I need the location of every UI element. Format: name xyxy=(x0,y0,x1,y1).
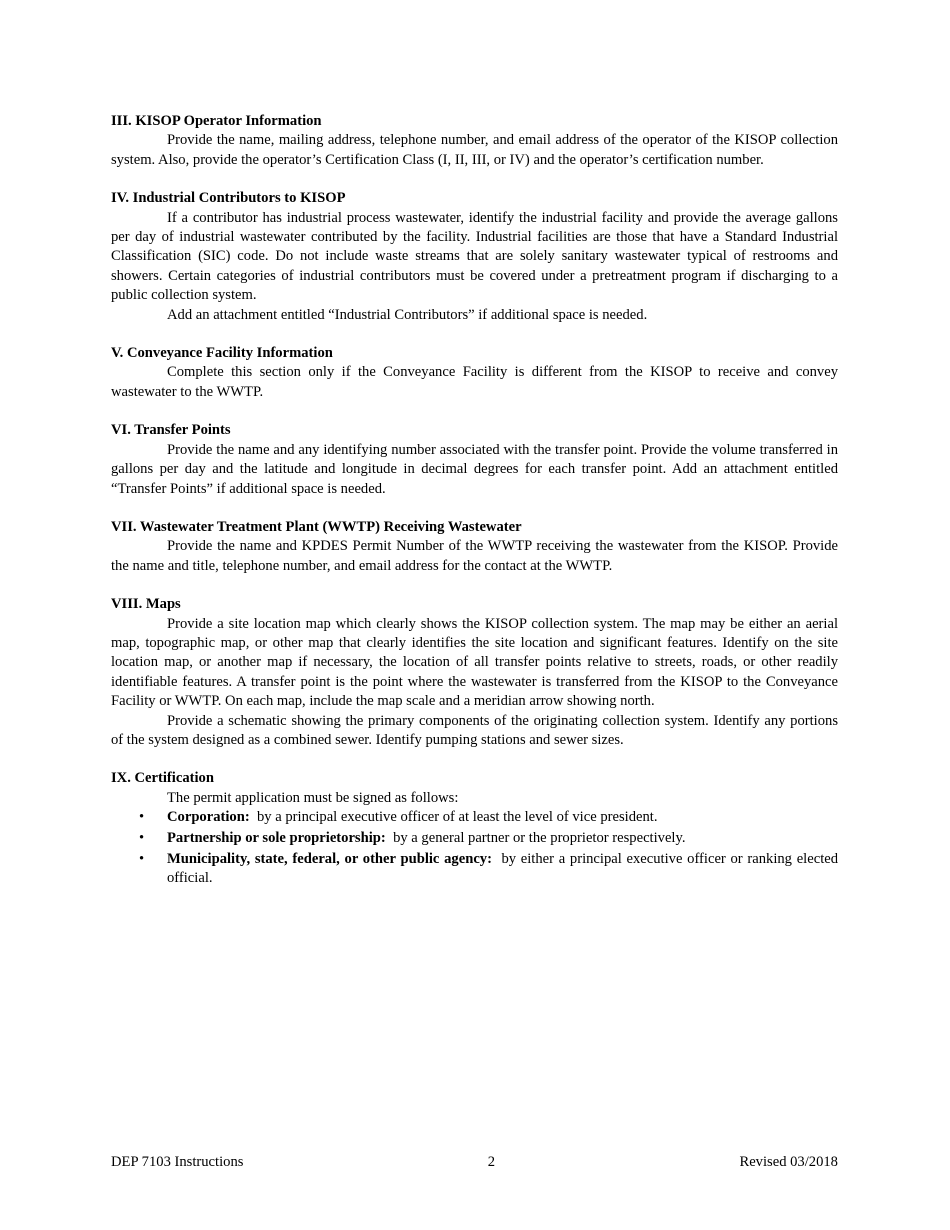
signatory-text: by either a principal executive officer or ranking elected official. xyxy=(167,851,839,887)
section-heading: VII. Wastewater Treatment Plant (WWTP) Receiving Wastewater xyxy=(111,518,522,535)
signatory-text: by a principal executive officer of at least the level of vice president. xyxy=(257,809,658,826)
signatory-label: Municipality, state, federal, or other public agency: xyxy=(167,851,492,867)
section-heading: III. KISOP Operator Information xyxy=(111,113,322,129)
section-wwtp-receiving xyxy=(111,518,838,576)
bullet-icon: • xyxy=(139,851,145,867)
section-paragraph: If a contributor has industrial process wastewater, identify the industrial facility and provide the average gallons per day of industrial wastewater contributed by the facility. Industrial facilities are those that have a Standard Industrial Classification (SIC) code. Do not include waste streams that are solely sanitary wastewater typical of restrooms and showers. Certain categories of industrial contributors must be covered under a pretreatment program if discharging to a public collection system. xyxy=(111,209,838,304)
footer-page-number: 2 xyxy=(487,1154,496,1170)
section-industrial-contributors xyxy=(111,189,838,325)
bullet-icon: • xyxy=(139,809,145,826)
signatory-text: by a general partner or the proprietor respectively. xyxy=(393,830,686,847)
section-paragraph: Provide the name and KPDES Permit Number of the WWTP receiving the wastewater from the KISOP. Provide the name and title, telephone number, and email address for the contact at the WWTP. xyxy=(111,538,838,574)
signatory-list xyxy=(111,808,838,889)
section-certification xyxy=(111,769,838,888)
signatory-label: Corporation: xyxy=(167,809,250,826)
page-body xyxy=(111,112,838,908)
section-paragraph: Add an attachment entitled “Industrial Contributors” if additional space is needed. xyxy=(167,306,648,323)
footer-revision: Revised 03/2018 xyxy=(739,1154,838,1170)
footer-form-name: DEP 7103 Instructions xyxy=(111,1154,244,1170)
bullet-icon: • xyxy=(139,830,145,847)
page-footer xyxy=(111,1153,838,1172)
signatory-label: Partnership or sole proprietorship: xyxy=(167,830,386,847)
section-heading: IV. Industrial Contributors to KISOP xyxy=(111,190,346,207)
section-paragraph: Provide a site location map which clearly shows the KISOP collection system. The map may be either an aerial map, topographic map, or other map that clearly identifies the site location and significant features. Identify on the site location map, or another map if necessary, the location of all transfer points relative to streets, roads, or other readily identifiable features. A transfer point is the point where the wastewater is transferred from the KISOP to the Conveyance Facility or WWTP. On each map, include the map scale and a meridian arrow showing north. xyxy=(111,615,838,710)
section-paragraph: Complete this section only if the Conveyance Facility is different from the KISOP to receive and convey wastewater to the WWTP. xyxy=(111,364,838,400)
section-conveyance-facility xyxy=(111,344,838,402)
section-maps xyxy=(111,595,838,750)
section-paragraph: Provide the name and any identifying number associated with the transfer point. Provide the volume transferred in gallons per day and the latitude and longitude in decimal degrees for each transfer point. Add an attachment entitled “Transfer Points” if additional space is needed. xyxy=(111,441,838,497)
section-operator-information xyxy=(111,112,838,170)
section-paragraph: Provide the name, mailing address, telephone number, and email address of the operator of the KISOP collection system. Also, provide the operator’s Certification Class (I, II, III, or IV) and the operator’s certification number. xyxy=(111,132,838,168)
section-heading: VI. Transfer Points xyxy=(111,422,231,439)
certification-intro: The permit application must be signed as follows: xyxy=(167,789,459,806)
signatory-item xyxy=(111,850,838,889)
section-heading: IX. Certification xyxy=(111,770,214,787)
signatory-item xyxy=(111,829,838,848)
section-heading: V. Conveyance Facility Information xyxy=(111,345,333,362)
section-transfer-points xyxy=(111,421,838,499)
section-heading: VIII. Maps xyxy=(111,596,181,613)
section-paragraph: Provide a schematic showing the primary components of the originating collection system. Identify any portions of the system designed as a combined sewer. Identify pumping stations and sewer sizes. xyxy=(111,712,838,748)
signatory-item xyxy=(111,808,838,827)
